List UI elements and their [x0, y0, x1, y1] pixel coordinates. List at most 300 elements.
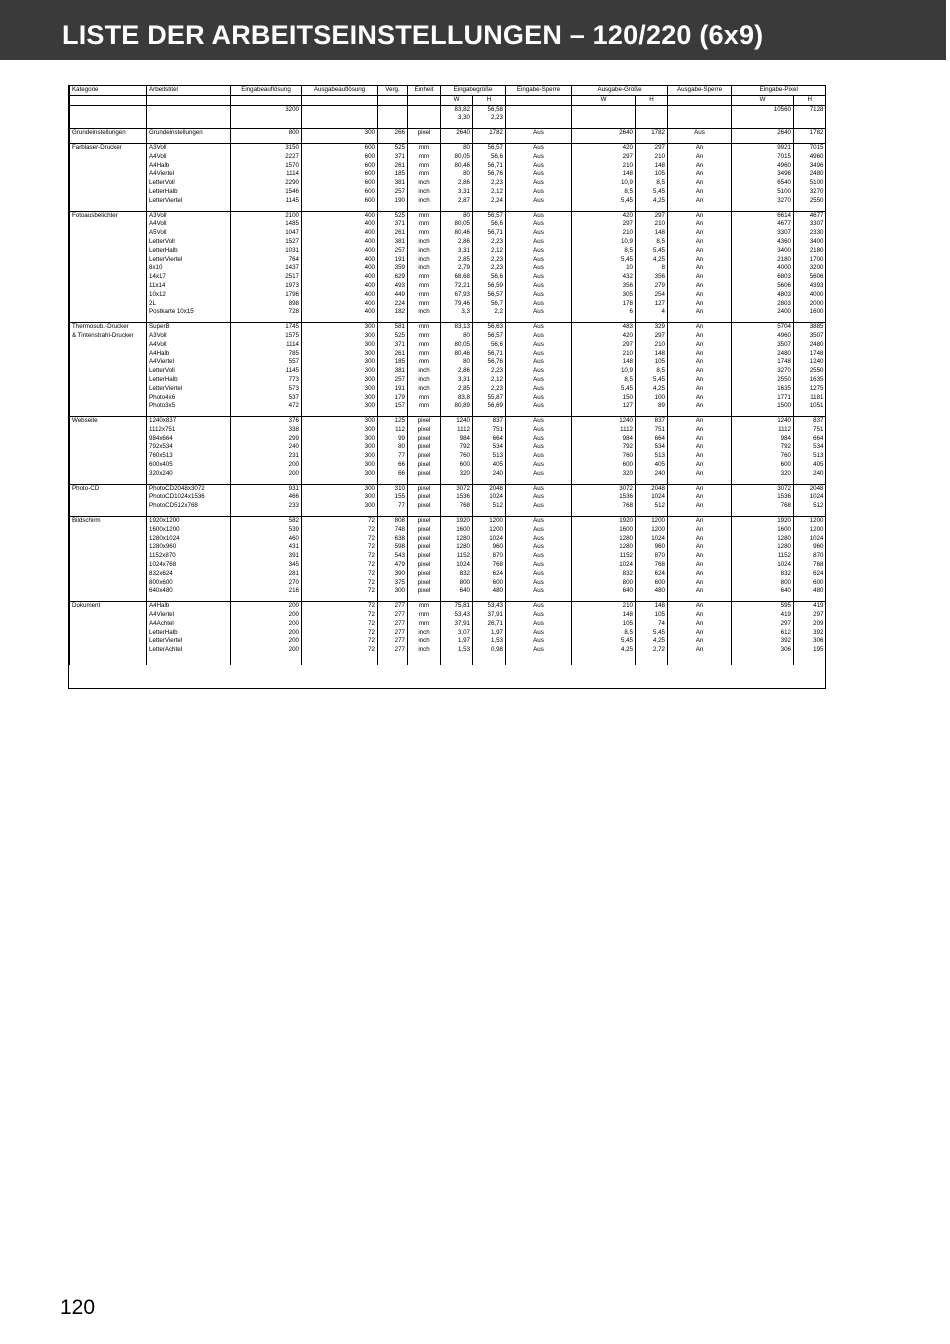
table-cell: 182	[378, 308, 408, 317]
category-cell	[70, 543, 147, 552]
table-cell: An	[668, 211, 732, 220]
table-cell: 80,05	[441, 153, 473, 162]
table-cell	[70, 114, 147, 123]
category-cell: Webseite	[70, 417, 147, 426]
header-row	[70, 86, 826, 95]
table-cell: 2,86	[441, 367, 473, 376]
table-cell: 72	[302, 602, 378, 611]
table-row	[70, 402, 826, 411]
table-cell: 2330	[794, 229, 826, 238]
table-cell: 390	[378, 570, 408, 579]
job-title-cell: 320x240	[147, 470, 231, 479]
table-row	[70, 417, 826, 426]
subheader-cell: H	[473, 95, 506, 105]
table-cell: 359	[378, 264, 408, 273]
table-cell: 1200	[473, 517, 506, 526]
table-cell: 400	[302, 211, 378, 220]
table-cell: 1280	[441, 543, 473, 552]
table-cell: 2,79	[441, 264, 473, 273]
table-cell: 210	[636, 341, 668, 350]
table-cell: 1275	[794, 385, 826, 394]
table-cell: 338	[231, 426, 302, 435]
job-title-cell: A5Voll	[147, 229, 231, 238]
table-cell: 600	[636, 579, 668, 588]
filler-row	[70, 655, 826, 665]
table-row	[70, 153, 826, 162]
table-cell: 216	[231, 587, 302, 596]
table-cell: An	[668, 587, 732, 596]
table-cell: 1570	[231, 162, 302, 171]
table-cell: 277	[378, 602, 408, 611]
table-cell: 405	[794, 461, 826, 470]
table-cell: Aus	[506, 587, 572, 596]
table-cell: 3,31	[441, 188, 473, 197]
table-cell: Aus	[506, 502, 572, 511]
filler-cell	[70, 655, 147, 665]
category-cell	[70, 426, 147, 435]
table-cell: An	[668, 452, 732, 461]
table-row	[70, 264, 826, 273]
category-cell	[70, 629, 147, 638]
table-row	[70, 579, 826, 588]
table-cell: 320	[732, 470, 794, 479]
table-cell: 112	[378, 426, 408, 435]
table-row	[70, 323, 826, 332]
table-cell: An	[668, 417, 732, 426]
table-cell: 210	[572, 162, 636, 171]
table-cell: 148	[572, 611, 636, 620]
table-cell: 2,12	[473, 376, 506, 385]
table-cell: 224	[378, 300, 408, 309]
filler-cell	[636, 655, 668, 665]
table-row	[70, 143, 826, 152]
table-cell: 200	[231, 646, 302, 655]
table-cell: 598	[378, 543, 408, 552]
table-cell: 6	[572, 308, 636, 317]
table-cell: 300	[302, 470, 378, 479]
table-cell: 2550	[732, 376, 794, 385]
table-cell	[506, 114, 572, 123]
table-cell: 460	[231, 535, 302, 544]
job-title-cell: Postkarte 10x15	[147, 308, 231, 317]
table-cell: 1527	[231, 238, 302, 247]
table-cell: 179	[378, 394, 408, 403]
table-cell: 240	[231, 443, 302, 452]
table-cell	[408, 114, 441, 123]
table-cell: 8,5	[636, 238, 668, 247]
table-cell: 1240	[794, 358, 826, 367]
table-cell: 768	[732, 502, 794, 511]
category-cell	[70, 502, 147, 511]
table-cell: 72	[302, 629, 378, 638]
table-cell: 3270	[732, 197, 794, 206]
table-cell: 4960	[732, 332, 794, 341]
table-cell: An	[668, 350, 732, 359]
table-cell	[794, 114, 826, 123]
table-cell: 297	[732, 620, 794, 629]
table-cell: 2803	[732, 300, 794, 309]
table-cell: Aus	[506, 323, 572, 332]
table-cell: Aus	[506, 385, 572, 394]
table-cell: 400	[302, 308, 378, 317]
job-title-cell: A4Voll	[147, 341, 231, 350]
table-cell: 3072	[732, 484, 794, 493]
table-cell: 4,25	[636, 385, 668, 394]
table-cell: 150	[572, 394, 636, 403]
table-cell: 300	[302, 367, 378, 376]
table-row	[70, 561, 826, 570]
table-cell: pixel	[408, 493, 441, 502]
table-cell: 10	[572, 264, 636, 273]
column-header: Eingabeauflösung	[231, 86, 302, 95]
table-cell: 2480	[732, 350, 794, 359]
table-cell: An	[668, 273, 732, 282]
table-cell: 751	[636, 426, 668, 435]
table-cell: Aus	[506, 443, 572, 452]
table-cell: 299	[231, 435, 302, 444]
table-cell: Aus	[506, 402, 572, 411]
table-cell: 808	[378, 517, 408, 526]
table-cell: 80,89	[441, 402, 473, 411]
table-cell: 125	[378, 417, 408, 426]
table-cell: pixel	[408, 443, 441, 452]
filler-cell	[794, 655, 826, 665]
table-cell: Aus	[506, 220, 572, 229]
job-title-cell: 1152x870	[147, 552, 231, 561]
table-cell: Aus	[506, 461, 572, 470]
table-cell: 1600	[441, 526, 473, 535]
table-cell: Aus	[506, 211, 572, 220]
table-cell: An	[668, 188, 732, 197]
table-cell: Aus	[506, 376, 572, 385]
table-cell: Aus	[506, 493, 572, 502]
column-header: Eingabegröße	[441, 86, 506, 95]
category-cell: Dokument	[70, 602, 147, 611]
table-cell: inch	[408, 247, 441, 256]
table-cell: 1600	[794, 308, 826, 317]
table-cell: 1485	[231, 220, 302, 229]
table-cell: Aus	[506, 238, 572, 247]
table-cell: An	[668, 570, 732, 579]
table-cell: 105	[636, 358, 668, 367]
table-cell: 83,82	[441, 105, 473, 114]
table-cell: 300	[302, 323, 378, 332]
table-cell: An	[668, 197, 732, 206]
table-cell: 4,25	[572, 646, 636, 655]
table-cell: 148	[572, 358, 636, 367]
table-cell: 74	[636, 620, 668, 629]
empty-cell	[147, 95, 231, 105]
table-cell: 400	[302, 264, 378, 273]
table-cell: 1,53	[441, 646, 473, 655]
table-cell: Aus	[506, 517, 572, 526]
table-cell: pixel	[408, 435, 441, 444]
column-header: Ausgabeauflösung	[302, 86, 378, 95]
table-cell: 2,23	[473, 264, 506, 273]
table-cell: 960	[473, 543, 506, 552]
table-cell: An	[668, 291, 732, 300]
job-title-cell: A4Viertel	[147, 611, 231, 620]
table-cell: Aus	[506, 256, 572, 265]
table-cell: An	[668, 543, 732, 552]
job-title-cell: A4Halb	[147, 350, 231, 359]
category-cell	[70, 435, 147, 444]
table-cell: 381	[378, 238, 408, 247]
table-cell: inch	[408, 308, 441, 317]
category-cell	[70, 452, 147, 461]
table-cell: 800	[231, 129, 302, 138]
table-cell: 534	[636, 443, 668, 452]
category-cell	[70, 376, 147, 385]
table-cell: 2,23	[473, 367, 506, 376]
table-cell: 127	[636, 300, 668, 309]
table-cell: An	[668, 385, 732, 394]
job-title-cell: 760x513	[147, 452, 231, 461]
table-cell: Aus	[506, 229, 572, 238]
table-cell: An	[668, 526, 732, 535]
table-cell: 800	[441, 579, 473, 588]
table-cell: pixel	[408, 570, 441, 579]
table-cell: 2048	[636, 484, 668, 493]
table-row	[70, 162, 826, 171]
category-cell: Fotoausbelichter	[70, 211, 147, 220]
table-cell: 837	[794, 417, 826, 426]
table-cell: mm	[408, 273, 441, 282]
table-cell: 1024	[572, 561, 636, 570]
table-cell: 210	[636, 153, 668, 162]
table-cell: Aus	[506, 646, 572, 655]
table-row	[70, 114, 826, 123]
table-row	[70, 247, 826, 256]
table-cell: An	[668, 426, 732, 435]
table-cell: Aus	[506, 273, 572, 282]
table-cell: 10,9	[572, 367, 636, 376]
table-cell: 400	[302, 273, 378, 282]
table-row	[70, 332, 826, 341]
table-cell: 1782	[636, 129, 668, 138]
table-cell: 1114	[231, 341, 302, 350]
category-cell	[70, 350, 147, 359]
job-title-cell: A3Voll	[147, 332, 231, 341]
filler-cell	[408, 655, 441, 665]
table-cell: An	[668, 435, 732, 444]
table-cell: 257	[378, 247, 408, 256]
job-title-cell: 10x12	[147, 291, 231, 300]
table-row	[70, 470, 826, 479]
category-cell	[70, 579, 147, 588]
table-cell: mm	[408, 170, 441, 179]
table-cell: 640	[572, 587, 636, 596]
table-cell: 300	[302, 461, 378, 470]
table-cell: 300	[302, 402, 378, 411]
table-cell: 1280	[732, 535, 794, 544]
table-cell: mm	[408, 332, 441, 341]
category-cell	[70, 264, 147, 273]
table-cell: 2,85	[441, 256, 473, 265]
table-cell: 1280	[572, 535, 636, 544]
job-title-cell: 2L	[147, 300, 231, 309]
table-cell: 764	[231, 256, 302, 265]
category-cell	[70, 162, 147, 171]
table-row	[70, 517, 826, 526]
table-cell: 375	[378, 579, 408, 588]
table-row	[70, 341, 826, 350]
table-cell: 100	[636, 394, 668, 403]
table-cell: An	[668, 535, 732, 544]
table-cell: 600	[473, 579, 506, 588]
table-cell: 960	[636, 543, 668, 552]
table-cell: 266	[378, 129, 408, 138]
column-header: Ausgabe-Größe	[572, 86, 668, 95]
job-title-cell: SuperB	[147, 323, 231, 332]
table-cell: 3200	[231, 105, 302, 114]
subheader-cell: H	[636, 95, 668, 105]
table-cell: 1600	[572, 526, 636, 535]
table-cell: An	[668, 247, 732, 256]
table-cell: 1114	[231, 170, 302, 179]
table-cell: 1024	[473, 493, 506, 502]
table-cell: 400	[302, 291, 378, 300]
table-cell: 760	[441, 452, 473, 461]
job-title-cell: LetterViertel	[147, 197, 231, 206]
table-cell: 4960	[732, 162, 794, 171]
table-cell: 2,87	[441, 197, 473, 206]
table-cell: 3400	[732, 247, 794, 256]
table-cell: 80	[441, 143, 473, 152]
table-cell: pixel	[408, 461, 441, 470]
table-cell: 277	[378, 646, 408, 655]
table-cell: 537	[231, 394, 302, 403]
table-cell: 300	[302, 341, 378, 350]
table-cell: 345	[231, 561, 302, 570]
table-cell: 1546	[231, 188, 302, 197]
table-cell: 200	[231, 611, 302, 620]
table-cell: 83,8	[441, 394, 473, 403]
table-row	[70, 502, 826, 511]
table-cell: 870	[473, 552, 506, 561]
table-cell: mm	[408, 211, 441, 220]
table-cell: 420	[572, 332, 636, 341]
table-cell: mm	[408, 162, 441, 171]
table-cell: 513	[636, 452, 668, 461]
job-title-cell: PhotoCD2048x3072	[147, 484, 231, 493]
table-cell: 356	[572, 282, 636, 291]
table-cell: 2517	[231, 273, 302, 282]
table-cell: 80,05	[441, 341, 473, 350]
job-title-cell: 1280x1024	[147, 535, 231, 544]
table-cell: 420	[572, 143, 636, 152]
table-cell	[506, 105, 572, 114]
table-cell: 624	[636, 570, 668, 579]
table-cell: 792	[732, 443, 794, 452]
table-cell: mm	[408, 323, 441, 332]
table-cell: Aus	[506, 570, 572, 579]
table-cell: 83,13	[441, 323, 473, 332]
table-row	[70, 238, 826, 247]
table-cell: 525	[378, 332, 408, 341]
subheader-cell: W	[732, 95, 794, 105]
table-cell: Aus	[668, 129, 732, 138]
category-cell	[70, 587, 147, 596]
table-cell: 300	[302, 493, 378, 502]
table-cell: An	[668, 256, 732, 265]
job-title-cell: A4Halb	[147, 602, 231, 611]
table-cell: 1575	[231, 332, 302, 341]
table-cell: 600	[302, 170, 378, 179]
table-cell: 148	[636, 602, 668, 611]
table-cell: 371	[378, 341, 408, 350]
table-cell: inch	[408, 188, 441, 197]
table-cell: 6540	[732, 179, 794, 188]
table-cell: 1112	[441, 426, 473, 435]
table-cell: 56,6	[473, 153, 506, 162]
table-cell: pixel	[408, 579, 441, 588]
table-cell: 297	[636, 143, 668, 152]
empty-cell	[302, 95, 378, 105]
category-cell: & Tintenstrahl-Drucker	[70, 332, 147, 341]
table-row	[70, 273, 826, 282]
table-cell: 200	[231, 629, 302, 638]
table-cell: 80,46	[441, 162, 473, 171]
job-title-cell: 1240x837	[147, 417, 231, 426]
table-cell: 629	[378, 273, 408, 282]
table-cell: 37,91	[473, 611, 506, 620]
table-cell: 277	[378, 620, 408, 629]
table-cell: 1,53	[473, 637, 506, 646]
table-cell: 1047	[231, 229, 302, 238]
table-cell: 155	[378, 493, 408, 502]
table-cell: 53,43	[473, 602, 506, 611]
table-cell: 105	[636, 170, 668, 179]
table-cell: 1536	[572, 493, 636, 502]
table-cell: 898	[231, 300, 302, 309]
table-cell: 80	[441, 211, 473, 220]
table-cell: 1600	[732, 526, 794, 535]
table-cell: 3307	[794, 220, 826, 229]
table-cell: 56,57	[473, 332, 506, 341]
table-cell: 984	[732, 435, 794, 444]
category-cell	[70, 308, 147, 317]
table-cell: 960	[794, 543, 826, 552]
empty-cell	[506, 95, 572, 105]
job-title-cell: Photo3x5	[147, 402, 231, 411]
table-cell: 664	[794, 435, 826, 444]
table-cell: 300	[302, 443, 378, 452]
table-cell: 3307	[732, 229, 794, 238]
table-cell: 127	[572, 402, 636, 411]
category-cell	[70, 646, 147, 655]
table-cell: Aus	[506, 350, 572, 359]
table-cell: Aus	[506, 282, 572, 291]
category-cell	[70, 394, 147, 403]
empty-cell	[231, 95, 302, 105]
table-cell: 3150	[231, 143, 302, 152]
table-cell: 4000	[732, 264, 794, 273]
table-cell: An	[668, 332, 732, 341]
table-cell: 8	[636, 264, 668, 273]
table-cell: 8,5	[572, 376, 636, 385]
table-cell: 4,25	[636, 197, 668, 206]
table-cell: 431	[231, 543, 302, 552]
table-cell: 297	[572, 220, 636, 229]
table-cell: 4	[636, 308, 668, 317]
table-cell: 984	[572, 435, 636, 444]
table-cell: 3,31	[441, 247, 473, 256]
table-cell	[302, 105, 378, 114]
table-cell: 1635	[732, 385, 794, 394]
table-cell: 2180	[794, 247, 826, 256]
table-cell: Aus	[506, 332, 572, 341]
